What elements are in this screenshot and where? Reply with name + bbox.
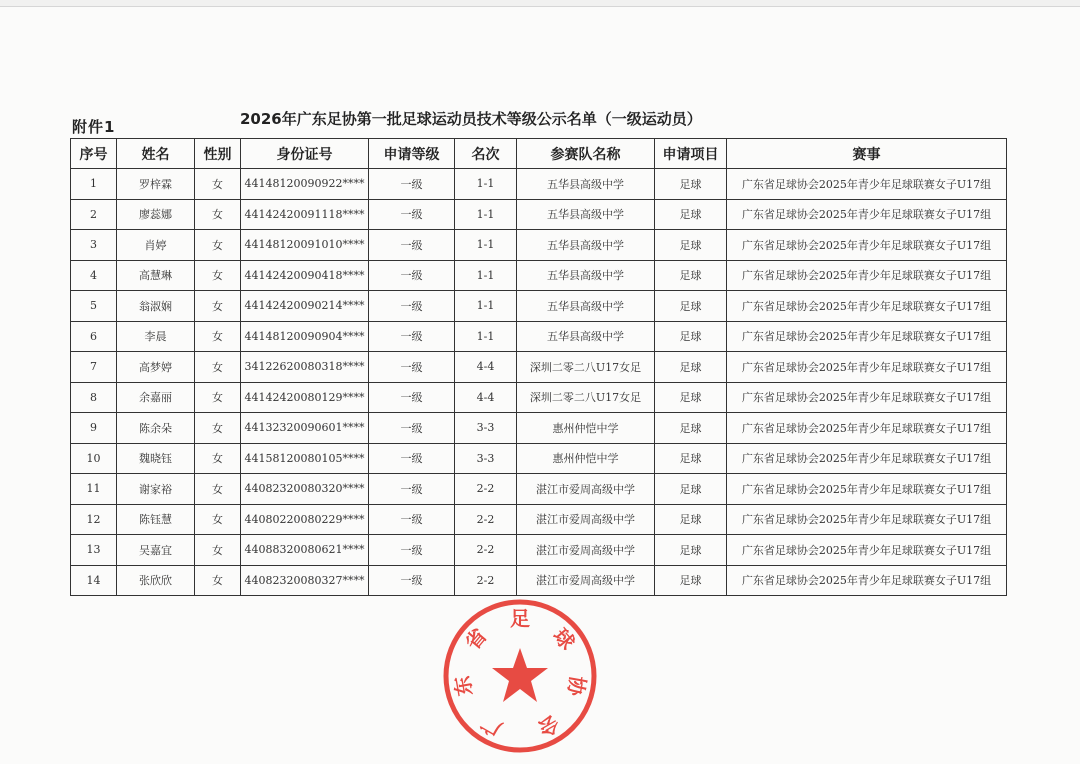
table-row xyxy=(71,199,1007,230)
cell-level: 一级 xyxy=(369,443,455,474)
seal-character: 足 xyxy=(510,606,530,631)
cell-index: 1 xyxy=(71,169,117,200)
cell-rank: 2-2 xyxy=(455,474,517,505)
cell-index: 7 xyxy=(71,352,117,383)
cell-id: 44082320080320**** xyxy=(241,474,369,505)
cell-gender: 女 xyxy=(195,199,241,230)
table-row xyxy=(71,291,1007,322)
cell-event: 广东省足球协会2025年青少年足球联赛女子U17组 xyxy=(727,413,1007,444)
cell-sport: 足球 xyxy=(655,413,727,444)
cell-index: 8 xyxy=(71,382,117,413)
cell-id: 44080220080229**** xyxy=(241,504,369,535)
header-name: 姓名 xyxy=(117,139,195,169)
table-row xyxy=(71,535,1007,566)
cell-level: 一级 xyxy=(369,504,455,535)
cell-level: 一级 xyxy=(369,565,455,596)
table-row xyxy=(71,352,1007,383)
cell-team: 五华县高级中学 xyxy=(517,260,655,291)
cell-rank: 3-3 xyxy=(455,413,517,444)
cell-rank: 1-1 xyxy=(455,199,517,230)
cell-index: 12 xyxy=(71,504,117,535)
header-level: 申请等级 xyxy=(369,139,455,169)
cell-index: 6 xyxy=(71,321,117,352)
star-icon xyxy=(492,648,548,702)
cell-rank: 2-2 xyxy=(455,504,517,535)
cell-event: 广东省足球协会2025年青少年足球联赛女子U17组 xyxy=(727,352,1007,383)
cell-name: 高慧琳 xyxy=(117,260,195,291)
cell-name: 翁淑娴 xyxy=(117,291,195,322)
association-seal xyxy=(440,596,600,756)
cell-rank: 4-4 xyxy=(455,352,517,383)
cell-level: 一级 xyxy=(369,199,455,230)
table-row xyxy=(71,443,1007,474)
cell-id: 44142420090418**** xyxy=(241,260,369,291)
cell-rank: 3-3 xyxy=(455,443,517,474)
cell-rank: 1-1 xyxy=(455,291,517,322)
header-rank: 名次 xyxy=(455,139,517,169)
cell-id: 44148120091010**** xyxy=(241,230,369,261)
cell-team: 湛江市爱周高级中学 xyxy=(517,565,655,596)
cell-index: 4 xyxy=(71,260,117,291)
header-gender: 性别 xyxy=(195,139,241,169)
header-index: 序号 xyxy=(71,139,117,169)
cell-id: 44132320090601**** xyxy=(241,413,369,444)
cell-name: 罗梓霖 xyxy=(117,169,195,200)
cell-rank: 1-1 xyxy=(455,321,517,352)
cell-sport: 足球 xyxy=(655,199,727,230)
cell-id: 34122620080318**** xyxy=(241,352,369,383)
cell-level: 一级 xyxy=(369,169,455,200)
cell-gender: 女 xyxy=(195,382,241,413)
table-body xyxy=(71,169,1007,596)
cell-gender: 女 xyxy=(195,535,241,566)
cell-sport: 足球 xyxy=(655,260,727,291)
table-row xyxy=(71,382,1007,413)
seal-character: 会 xyxy=(534,710,564,742)
seal-character: 球 xyxy=(548,623,580,655)
header-sport: 申请项目 xyxy=(655,139,727,169)
cell-team: 湛江市爱周高级中学 xyxy=(517,504,655,535)
cell-level: 一级 xyxy=(369,535,455,566)
cell-sport: 足球 xyxy=(655,352,727,383)
cell-sport: 足球 xyxy=(655,504,727,535)
cell-name: 谢家裕 xyxy=(117,474,195,505)
cell-gender: 女 xyxy=(195,230,241,261)
table-row xyxy=(71,565,1007,596)
cell-gender: 女 xyxy=(195,413,241,444)
cell-id: 44148120090922**** xyxy=(241,169,369,200)
cell-event: 广东省足球协会2025年青少年足球联赛女子U17组 xyxy=(727,474,1007,505)
cell-level: 一级 xyxy=(369,382,455,413)
header-id-number: 身份证号 xyxy=(241,139,369,169)
cell-index: 3 xyxy=(71,230,117,261)
cell-id: 44142420080129**** xyxy=(241,382,369,413)
cell-team: 湛江市爱周高级中学 xyxy=(517,535,655,566)
cell-event: 广东省足球协会2025年青少年足球联赛女子U17组 xyxy=(727,260,1007,291)
seal-character: 东 xyxy=(449,674,477,698)
table-row xyxy=(71,169,1007,200)
cell-sport: 足球 xyxy=(655,321,727,352)
cell-name: 陈钰慧 xyxy=(117,504,195,535)
table-row xyxy=(71,413,1007,444)
cell-index: 11 xyxy=(71,474,117,505)
cell-name: 吴嘉宜 xyxy=(117,535,195,566)
cell-gender: 女 xyxy=(195,321,241,352)
cell-rank: 2-2 xyxy=(455,565,517,596)
cell-rank: 1-1 xyxy=(455,169,517,200)
cell-gender: 女 xyxy=(195,260,241,291)
cell-index: 9 xyxy=(71,413,117,444)
cell-name: 李晨 xyxy=(117,321,195,352)
cell-name: 廖蕊娜 xyxy=(117,199,195,230)
cell-event: 广东省足球协会2025年青少年足球联赛女子U17组 xyxy=(727,504,1007,535)
cell-id: 44148120090904**** xyxy=(241,321,369,352)
cell-name: 魏晓钰 xyxy=(117,443,195,474)
cell-team: 惠州仲恺中学 xyxy=(517,443,655,474)
cell-sport: 足球 xyxy=(655,535,727,566)
attachment-label: 附件1 xyxy=(72,118,116,136)
cell-event: 广东省足球协会2025年青少年足球联赛女子U17组 xyxy=(727,535,1007,566)
cell-sport: 足球 xyxy=(655,291,727,322)
cell-id: 44088320080621**** xyxy=(241,535,369,566)
table-row xyxy=(71,474,1007,505)
cell-team: 深圳二零二八U17女足 xyxy=(517,382,655,413)
cell-gender: 女 xyxy=(195,443,241,474)
cell-team: 五华县高级中学 xyxy=(517,199,655,230)
cell-event: 广东省足球协会2025年青少年足球联赛女子U17组 xyxy=(727,565,1007,596)
cell-team: 惠州仲恺中学 xyxy=(517,413,655,444)
cell-gender: 女 xyxy=(195,169,241,200)
header-event: 赛事 xyxy=(727,139,1007,169)
seal-character: 广 xyxy=(476,710,506,742)
seal-character: 协 xyxy=(563,674,591,698)
cell-event: 广东省足球协会2025年青少年足球联赛女子U17组 xyxy=(727,199,1007,230)
cell-rank: 1-1 xyxy=(455,260,517,291)
cell-level: 一级 xyxy=(369,321,455,352)
table-row xyxy=(71,260,1007,291)
cell-index: 14 xyxy=(71,565,117,596)
cell-event: 广东省足球协会2025年青少年足球联赛女子U17组 xyxy=(727,291,1007,322)
cell-team: 湛江市爱周高级中学 xyxy=(517,474,655,505)
cell-level: 一级 xyxy=(369,230,455,261)
table-header-row xyxy=(71,139,1007,169)
cell-event: 广东省足球协会2025年青少年足球联赛女子U17组 xyxy=(727,169,1007,200)
cell-team: 五华县高级中学 xyxy=(517,321,655,352)
cell-sport: 足球 xyxy=(655,382,727,413)
cell-name: 张欣欣 xyxy=(117,565,195,596)
cell-gender: 女 xyxy=(195,291,241,322)
cell-index: 5 xyxy=(71,291,117,322)
table-row xyxy=(71,321,1007,352)
header-team: 参赛队名称 xyxy=(517,139,655,169)
cell-index: 2 xyxy=(71,199,117,230)
cell-id: 44142420091118**** xyxy=(241,199,369,230)
cell-index: 10 xyxy=(71,443,117,474)
cell-team: 五华县高级中学 xyxy=(517,230,655,261)
cell-rank: 4-4 xyxy=(455,382,517,413)
cell-gender: 女 xyxy=(195,474,241,505)
cell-id: 44142420090214**** xyxy=(241,291,369,322)
table-row xyxy=(71,230,1007,261)
cell-rank: 1-1 xyxy=(455,230,517,261)
athlete-roster-table xyxy=(70,138,1007,596)
cell-level: 一级 xyxy=(369,352,455,383)
cell-gender: 女 xyxy=(195,352,241,383)
cell-name: 余嘉丽 xyxy=(117,382,195,413)
cell-gender: 女 xyxy=(195,565,241,596)
cell-id: 44082320080327**** xyxy=(241,565,369,596)
table-row xyxy=(71,504,1007,535)
cell-team: 深圳二零二八U17女足 xyxy=(517,352,655,383)
cell-name: 肖婷 xyxy=(117,230,195,261)
cell-event: 广东省足球协会2025年青少年足球联赛女子U17组 xyxy=(727,321,1007,352)
cell-level: 一级 xyxy=(369,474,455,505)
cell-event: 广东省足球协会2025年青少年足球联赛女子U17组 xyxy=(727,382,1007,413)
cell-event: 广东省足球协会2025年青少年足球联赛女子U17组 xyxy=(727,230,1007,261)
cell-level: 一级 xyxy=(369,260,455,291)
cell-sport: 足球 xyxy=(655,443,727,474)
cell-sport: 足球 xyxy=(655,169,727,200)
cell-name: 陈余朵 xyxy=(117,413,195,444)
cell-event: 广东省足球协会2025年青少年足球联赛女子U17组 xyxy=(727,443,1007,474)
cell-id: 44158120080105**** xyxy=(241,443,369,474)
cell-gender: 女 xyxy=(195,504,241,535)
cell-team: 五华县高级中学 xyxy=(517,291,655,322)
cell-sport: 足球 xyxy=(655,565,727,596)
cell-sport: 足球 xyxy=(655,230,727,261)
seal-character: 省 xyxy=(460,623,492,655)
cell-team: 五华县高级中学 xyxy=(517,169,655,200)
cell-name: 高梦婷 xyxy=(117,352,195,383)
cell-rank: 2-2 xyxy=(455,535,517,566)
cell-level: 一级 xyxy=(369,291,455,322)
scan-top-edge xyxy=(0,0,1080,7)
document-title: 2026年广东足协第一批足球运动员技术等级公示名单（一级运动员） xyxy=(240,110,702,128)
cell-index: 13 xyxy=(71,535,117,566)
cell-level: 一级 xyxy=(369,413,455,444)
cell-sport: 足球 xyxy=(655,474,727,505)
